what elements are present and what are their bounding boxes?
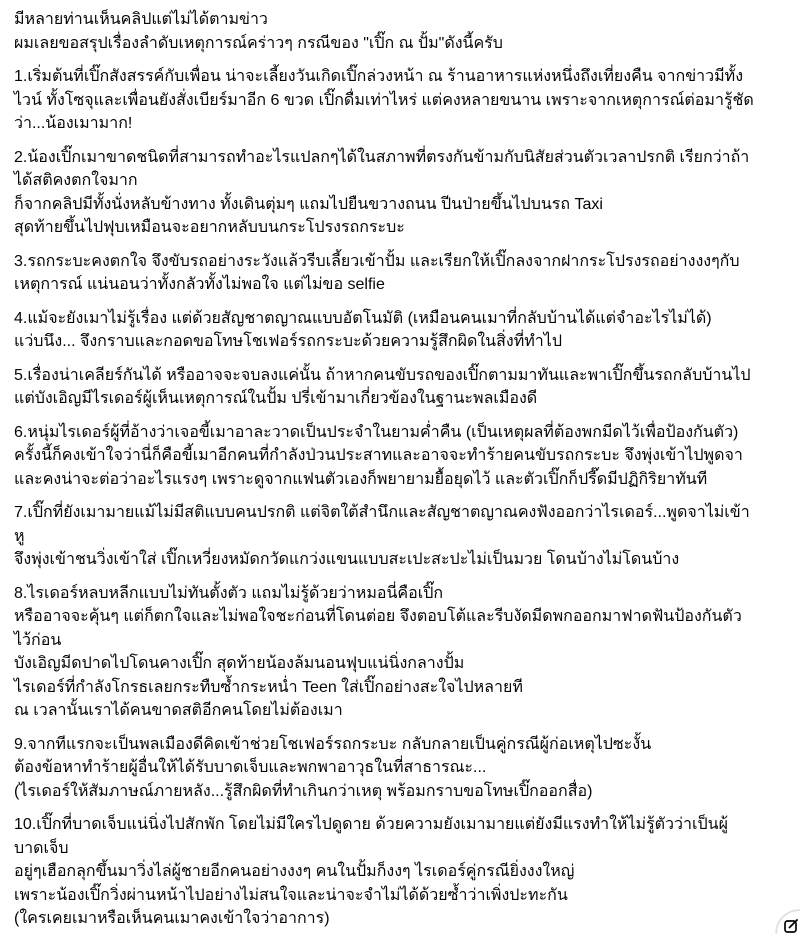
post-line: ว่า...น้องเมามาก! (14, 115, 133, 132)
post-paragraph-3 (14, 250, 790, 297)
post-line: 6.หนุ่มไรเดอร์ผู้ที่อ้างว่าเจอขี้เมาอาละวาดเป็นประจำในยามค่ำคืน (เป็นเหตุผลที่ต้องพกมีดไว้เพื่อป้องกันตัว) (14, 423, 739, 441)
new-message-button[interactable] (772, 906, 800, 934)
compose-icon (772, 906, 800, 934)
post-line: ไวน์ ทั้งโซจุและเพื่อนยังสั่งเบียร์มาอีก 6 ขวด เปิ๊กดื่มเท่าไหร่ แต่คงหลายขนาน เพราะจากเหตุการณ์ต่อมารู้ชัด (14, 91, 754, 109)
post-paragraph-6 (14, 421, 790, 492)
post-line: 5.เรื่องน่าเคลียร์กันได้ หรืออาจจะจบลงแค่นั้น ถ้าหากคนขับรถของเปิ๊กตามมาทันและพาเปิ๊กขึ้นรถกลับบ้านไป (14, 366, 751, 384)
post-line: ก็จากคลิปมีทั้งนั่งหลับข้างทาง ทั้งเดินตุ่มๆ แถมไปยืนขวางถนน ปีนป่ายขึ้นไปบนรถ Taxi (14, 195, 603, 213)
post-body (14, 8, 790, 931)
post-line: 3.รถกระบะคงตกใจ จึงขับรถอย่างระวังแล้วรีบเลี้ยวเข้าปั้ม และเรียกให้เปิ๊กลงจากฝากระโปรงรถอย่างงงๆกับ (14, 252, 740, 270)
post-line: ครั้งนี้ก็คงเข้าใจว่านี่ก็คือขี้เมาอีกคนที่กำลังป่วนประสาทและอาจจะทำร้ายคนขับรถกระบะ จึงพุ่งเข้าไปพูดจา (14, 447, 743, 464)
post-line: จึงพุ่งเข้าชนวิ่งเข้าใส่ เปิ๊กเหวี่ยงหมัดกวัดแกว่งแขนแบบสะเปะสะปะไม่เป็นมวย โดนบ้างไม่โดนบ้าง (14, 551, 680, 568)
post-line: ไรเดอร์ที่กำลังโกรธเลยกระทืบซ้ำกระหน่ำ Teen ใส่เปิ๊กอย่างสะใจไปหลายที (14, 678, 523, 696)
post-line: 7.เปิ๊กที่ยังเมามายแม้ไม่มีสติแบบคนปรกติ แต่จิตใต้สำนึกและสัญชาตญาณคงฟังออกว่าไรเดอร์...พูดจาไม่เข้า (14, 504, 750, 521)
post-line: 1.เริ่มต้นที่เปิ๊กสังสรรค์กับเพื่อน น่าจะเลี้ยงวันเกิดเปิ๊กล่วงหน้า ณ ร้านอาหารแห่งหนึ่งถึงเที่ยงคืน จากข่าวมีทั้ง (14, 68, 744, 85)
post-paragraph-8 (14, 582, 790, 723)
post-line: สุดท้ายขึ้นไปฟุบเหมือนจะอยากหลับบนกระโปรงรถกระบะ (14, 219, 405, 236)
post-line: (ใครเคยเมาหรือเห็นคนเมาคงเข้าใจว่าอาการ) (14, 910, 330, 927)
post-line: หรืออาจจะคุ้นๆ แต่ก็ตกใจและไม่พอใจชะก่อนที่โดนต่อย จึงตอบโต้และรีบงัดมีดพกออกมาฟาดฟันป้องกันตัว (14, 608, 742, 625)
post-paragraph-7 (14, 501, 790, 572)
post-line: ต้องข้อหาทำร้ายผู้อื่นให้ได้รับบาดเจ็บและพกพาอาวุธในที่สาธารณะ... (14, 759, 487, 776)
post-line: มีหลายท่านเห็นคลิปแต่ไม่ได้ตามข่าว (14, 11, 268, 28)
post-line: บังเอิญมีดปาดไปโดนคางเปิ๊ก สุดท้ายน้องล้มนอนฟุบแน่นิ่งกลางปั้ม (14, 655, 465, 672)
post-line: แต่บังเอิญมีไรเดอร์ผู้เห็นเหตุการณ์ในปั้ม ปรี่เข้ามาเกี่ยวข้องในฐานะพลเมืองดี (14, 390, 538, 407)
post-line: 10.เปิ๊กที่บาดเจ็บแน่นิ่งไปสักพัก โดยไม่มีใครไปดูดาย ด้วยความยังเมามายแต่ยังมีแรงทำให้ไม่รู้ตัวว่าเป็นผู้ (14, 816, 728, 833)
post-intro (14, 8, 790, 55)
post-line: 4.แม้จะยังเมาไม่รู้เรื่อง แต่ด้วยสัญชาตญาณแบบอัตโนมัติ (เหมือนคนเมาที่กลับบ้านได้แต่จำอะไรไม่ได้) (14, 309, 712, 327)
post-paragraph-10 (14, 813, 790, 931)
post-paragraph-1 (14, 65, 790, 136)
post-line: อยู่ๆเฮือกลุกขึ้นมาวิ่งไล่ผู้ชายอีกคนอย่างงงๆ คนในปั้มก็งงๆ ไรเดอร์คู่กรณียิ่งงงใหญ่ (14, 863, 575, 880)
post-line: (ไรเดอร์ให้สัมภาษณ์ภายหลัง...รู้สึกผิดที่ทำเกินกว่าเหตุ พร้อมกราบขอโทษเปิ๊กออกสื่อ) (14, 782, 593, 800)
post-line: บาดเจ็บ (14, 839, 69, 857)
post-line: เหตุการณ์ แน่นอนว่าทั้งกลัวทั้งไม่พอใจ แต่ไม่ขอ selfie (14, 276, 385, 293)
post-paragraph-5 (14, 364, 790, 411)
post-paragraph-2 (14, 146, 790, 240)
post-line: เพราะน้องเปิ๊กวิ่งผ่านหน้าไปอย่างไม่สนใจและน่าจะจำไม่ได้ด้วยซ้ำว่าเพิ่งปะทะกัน (14, 886, 568, 904)
post-line: ได้สติคงตกใจมาก (14, 172, 138, 189)
post-line: แว่บนึง... จึงกราบและกอดขอโทษโชเฟอร์รถกระบะด้วยความรู้สึกผิดในสิ่งที่ทำไป (14, 333, 562, 350)
post-line: 9.จากทีแรกจะเป็นพลเมืองดีคิดเข้าช่วยโชเฟอร์รถกระบะ กลับกลายเป็นคู่กรณีผู้ก่อเหตุไปซะงั้น (14, 735, 652, 753)
post-paragraph-9 (14, 733, 790, 804)
post-line: ณ เวลานั้นเราได้คนขาดสติอีกคนโดยไม่ต้องเมา (14, 702, 343, 719)
post-paragraph-4 (14, 307, 790, 354)
post-line: 8.ไรเดอร์หลบหลีกแบบไม่ทันตั้งตัว แถมไม่รู้ด้วยว่าหมอนี่คือเปิ๊ก (14, 584, 444, 602)
post-line: หู (14, 527, 25, 545)
post-line: และคงน่าจะต่อว่าอะไรแรงๆ เพราะดูจากแฟนตัวเองก็พยายามยื้อยุดไว้ และตัวเปิ๊กก็ปรี๊ดมีปฏิกิริยาทันที (14, 470, 708, 488)
post-line: ไว้ก่อน (14, 631, 62, 649)
post-line: 2.น้องเปิ๊กเมาขาดชนิดที่สามารถทำอะไรแปลกๆได้ในสภาพที่ตรงกันข้ามกับนิสัยส่วนตัวเวลาปรกติ เรียกว่าถ้า (14, 148, 750, 166)
post-line: ผมเลยขอสรุปเรื่องลำดับเหตุการณ์คร่าวๆ กรณีของ "เปิ๊ก ณ ปั้ม"ดังนี้ครับ (14, 34, 503, 52)
